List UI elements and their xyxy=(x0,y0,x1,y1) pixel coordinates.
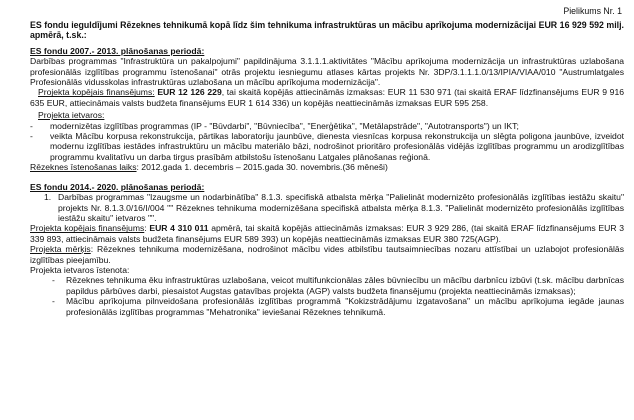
list-item-text: Rēzeknes tehnikuma ēku infrastruktūras uzlabošana, veicot multifunkcionālas zāles būvniecību un mācību darbnīcu izbūvi (t.sk. mācību darbnīcas papildus pārbūves darbi, piesaistot Augstas gatavības projekta (AGP) valsts budžeta finansējumu (projekta neattiecināmās izmaksas); xyxy=(66,275,624,296)
annex-label: Pielikums Nr. 1 xyxy=(563,6,622,16)
period2-goal-label: Projekta mērķis xyxy=(30,244,91,255)
period2-funding-amount: EUR 4 310 011 xyxy=(149,223,209,234)
list-item xyxy=(52,275,624,296)
list-item xyxy=(52,296,624,317)
document-body xyxy=(30,20,624,317)
period1-duration xyxy=(30,162,624,172)
numbered-item xyxy=(30,192,624,223)
period2-funding xyxy=(30,223,624,244)
period2-funding-label: Projekta kopējais finansējums xyxy=(30,223,145,234)
period2-goal xyxy=(30,244,624,265)
dash-marker: - xyxy=(30,120,33,131)
period1-heading: ES fondu 2007.- 2013. plānošanas periodā: xyxy=(30,45,205,56)
list-item-text: modernizētas izglītības programmas (IP - "Būvdarbi", "Būvniecība", "Enerģētika", "Metālapstrāde", "Autotransports") un IKT; xyxy=(50,120,519,131)
period1-activities-heading xyxy=(30,110,624,120)
list-item-text: Mācību aprīkojuma pilnveidošana profesionālās izglītības programmā "Kokizstrādājumu izgatavošana" un mācību aprīkojuma iegāde jaunas profesionālās izglītības programmas "Mehatronika" ieviešanai Rēzeknes tehnikumā. xyxy=(66,296,624,317)
period1-funding-amount: EUR 12 126 229 xyxy=(157,87,222,98)
period1-duration-value: : 2012.gada 1. decembris – 2015.gada 30. novembris.(36 mēneši) xyxy=(136,162,388,173)
period1-duration-label: Rēzeknes īstenošanas laiks xyxy=(30,162,137,173)
dash-marker: - xyxy=(52,275,55,286)
list-item xyxy=(30,131,624,162)
period1-funding xyxy=(30,87,624,108)
item-number: 1. xyxy=(44,192,52,203)
list-item xyxy=(30,121,624,131)
dash-marker: - xyxy=(30,131,33,142)
document-title: ES fondu ieguldījumi Rēzeknes tehnikumā kopā līdz šim tehnikuma infrastruktūras un mācību aprīkojuma modernizācijai EUR 16 929 592 milj. apmērā, t.sk.: xyxy=(30,20,624,41)
period2-funding-rest: apmērā, tai skaitā kopējās attiecināmās izmaksas: EUR 3 929 286, (tai skaitā ERAF līdzfinansējums EUR 3 339 893, attiecināmais valsts budžeta finansējums EUR 589 393) un kopējās neattiecināmās izmaksas EUR 380 725(AGP). xyxy=(30,223,624,244)
period1-activities-label: Projekta ietvaros: xyxy=(38,110,105,121)
period1-funding-label: Projekta kopējais finansējums: xyxy=(38,87,155,98)
period1-intro: Darbības programmas "Infrastruktūra un pakalpojumi" papildinājuma 3.1.1.1.aktivitātes "Mācību aprīkojuma modernizācija un infrastruktūras uzlabošana profesionālās izglītības programmu īstenošanai" otrās projektu iesniegumu atlases kārtas projekts Nr. 3DP/3.1.1.1.0/13/IPIA/VIAA/010 "Austrumlatgales Profesionālās vidusskolas infrastruktūras uzlabošana un mācību aprīkojuma modernizācija". xyxy=(30,56,624,88)
period2-heading: ES fondu 2014.- 2020. plānošanas periodā: xyxy=(30,181,205,192)
period2-funding-colon: : xyxy=(144,223,147,234)
period2-goal-text: : Rēzeknes tehnikuma modernizēšana, nodrošinot mācību vides atbilstību tautsaimniecības nozaru attīstībai un uzlabojot profesionālās izglītības pieejamību. xyxy=(30,244,624,265)
period2-scope-list xyxy=(30,275,624,317)
list-item-text: veikta Mācību korpusa rekonstrukcija, pārtikas laboratoriju jaunbūve, dienesta viesnīcas korpusa rekonstrukcija un slēgta poligona jaunbūve, izveidot modernu izglītības iestādes infrastruktūru un mācību materiālo bāzi, nodrošinot prioritāro profesionālās vidējās izglītības programmu un arodizglītības programmu kvalitatīvu un darba tirgus prasībām atbilstošu īstenošanu Latgales plānošanas reģionā. xyxy=(50,131,624,162)
dash-marker: - xyxy=(52,296,55,307)
period1-funding-rest: , tai skaitā kopējās attiecināmās izmaksas: EUR 11 530 971 (tai skaitā ERAF līdzfinansējums EUR 9 916 635 EUR, attiecināmais valsts budžeta finansējums EUR 1 614 336) un kopējās neattiecināmās izmaksas EUR 595 258. xyxy=(30,87,625,108)
period2-project-text: Darbības programmas "Izaugsme un nodarbinātība" 8.1.3. specifiskā atbalsta mērķa "Palielināt modernizēto profesionālās izglītības iestāžu skaitu" projekts Nr. 8.1.3.0/16/I/004 "" Rēzeknes tehnikuma modernizēšana specifiskā atbalsta mērķa 8.1.3. "Palielināt modernizēto profesionālās izglītības iestāžu skaitu" ietvaros "". xyxy=(58,192,624,223)
period2-scope-heading: Projekta ietvaros īstenota: xyxy=(30,264,130,275)
